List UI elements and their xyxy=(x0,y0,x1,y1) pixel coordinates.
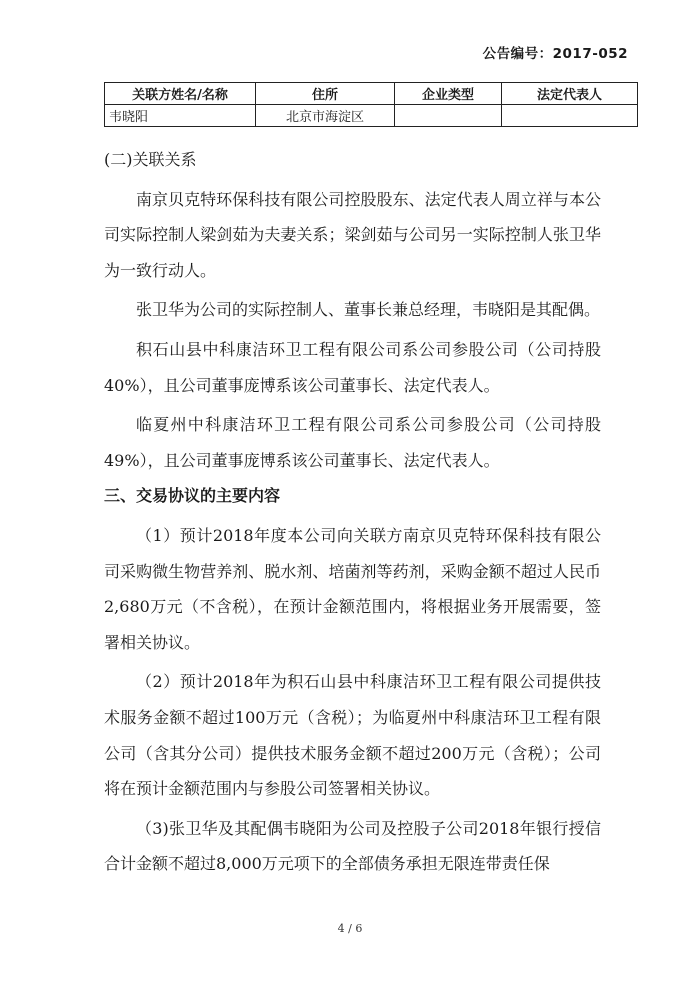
document-body xyxy=(104,142,601,882)
announcement-number: 公告编号：2017-052 xyxy=(482,46,628,62)
cell-address: 北京市海淀区 xyxy=(256,105,395,127)
cell-name: 韦晓阳 xyxy=(105,105,256,127)
column-header-legal-rep: 法定代表人 xyxy=(502,83,638,105)
list-item: （3)张卫华及其配偶韦晓阳为公司及控股子公司2018年银行授信合计金额不超过8,000万元项下的全部债务承担无限连带责任保 xyxy=(104,818,601,874)
column-header-address: 住所 xyxy=(256,83,395,105)
related-party-table xyxy=(104,82,638,127)
cell-company-type xyxy=(395,105,502,127)
section-subheading: (二)关联关系 xyxy=(104,150,197,169)
list-item: （2）预计2018年为积石山县中科康洁环卫工程有限公司提供技术服务金额不超过100万元（含税）；为临夏州中科康洁环卫工程有限公司（含其分公司）提供技术服务金额不超过200万元（含税）；公司将在预计金额范围内与参股公司签署相关协议。 xyxy=(104,672,601,799)
column-header-name: 关联方姓名/名称 xyxy=(105,83,256,105)
paragraph: 临夏州中科康洁环卫工程有限公司系公司参股公司（公司持股49%），且公司董事庞博系该公司董事长、法定代表人。 xyxy=(104,415,601,470)
paragraph: 张卫华为公司的实际控制人、董事长兼总经理，韦晓阳是其配偶。 xyxy=(136,300,601,320)
cell-legal-rep xyxy=(502,105,638,127)
paragraph: 南京贝克特环保科技有限公司控股股东、法定代表人周立祥与本公司实际控制人梁剑茹为夫妻关系；梁剑茹与公司另一实际控制人张卫华为一致行动人。 xyxy=(104,189,601,280)
section-heading: 三、交易协议的主要内容 xyxy=(104,486,281,506)
page-number: 4 / 6 xyxy=(337,922,363,935)
paragraph: 积石山县中科康洁环卫工程有限公司系公司参股公司（公司持股40%），且公司董事庞博系该公司董事长、法定代表人。 xyxy=(104,339,601,395)
list-item: （1）预计2018年度本公司向关联方南京贝克特环保科技有限公司采购微生物营养剂、脱水剂、培菌剂等药剂，采购金额不超过人民币2,680万元（不含税），在预计金额范围内，将根据业务开展需要，签署相关协议。 xyxy=(104,525,601,652)
table-header-row xyxy=(105,83,638,105)
table-row xyxy=(105,105,638,127)
column-header-company-type: 企业类型 xyxy=(395,83,502,105)
